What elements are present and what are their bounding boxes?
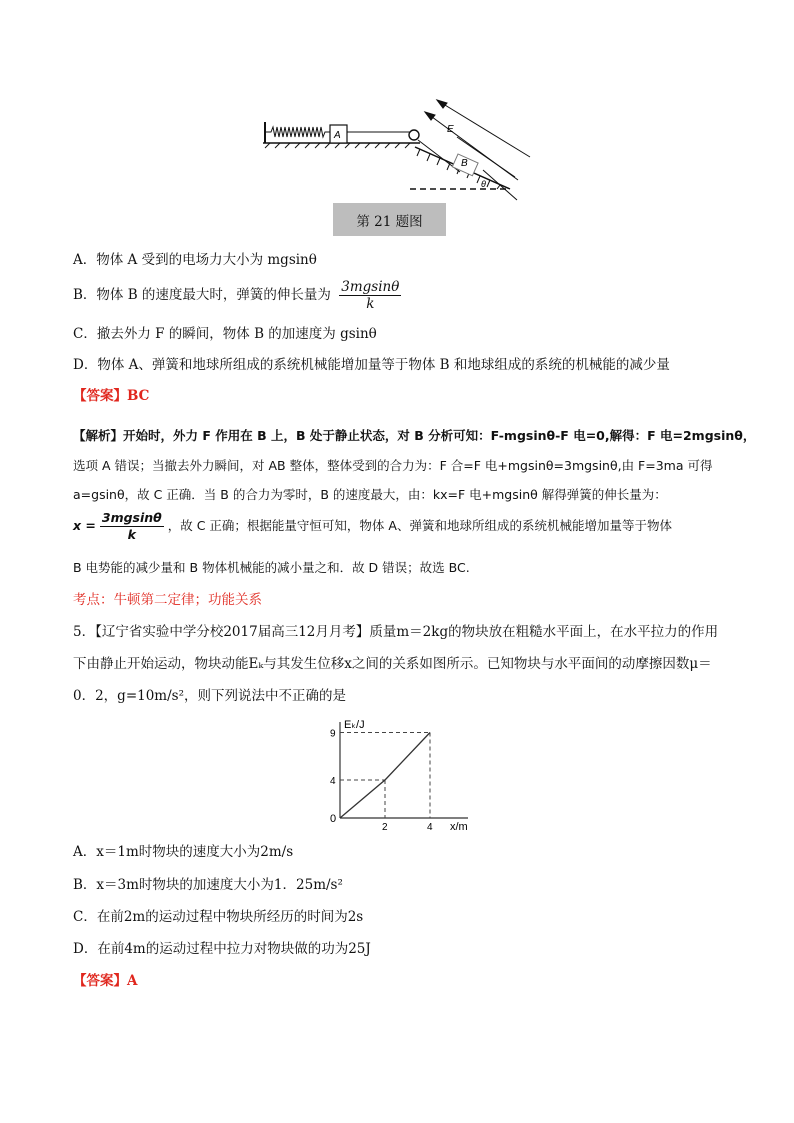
block-a-label: A [334, 130, 341, 141]
analysis-x-prefix: x = [73, 518, 96, 533]
q5-option-c: C．在前2m的运动过程中物块所经历的时间为2s [73, 909, 364, 925]
q4-option-b-fraction [339, 279, 401, 312]
electric-field-lines [425, 100, 530, 200]
q4-option-a: A．物体 A 受到的电场力大小为 mgsinθ [73, 252, 317, 268]
analysis-fraction [100, 510, 164, 543]
q5-answer: 【答案】A [73, 973, 138, 989]
q5-stem-line-3: 0．2，g=10m/s²，则下列说法中不正确的是 [73, 688, 346, 704]
x-axis-label: x/m [450, 821, 468, 833]
figure-caption: 第 21 题图 [333, 203, 446, 236]
analysis-line-2: 选项 A 错误；当撤去外力瞬间，对 AB 整体，整体受到的合力为：F 合=F 电+mgsinθ=3mgsinθ,由 F=3ma 可得 [73, 458, 713, 473]
q5-option-d: D．在前4m的运动过程中拉力对物块做的功为25J [73, 941, 371, 957]
analysis-line-3: a=gsinθ，故 C 正确．当 B 的合力为零时，B 的速度最大，由：kx=F 电+mgsinθ 解得弹簧的伸长量为： [73, 487, 667, 502]
q4-option-b [73, 279, 401, 312]
origin-label: 0 [330, 813, 337, 825]
x-tick-label-4: 4 [427, 822, 433, 833]
q5-option-a: A．x＝1m时物块的速度大小为2m/s [73, 844, 294, 860]
q5-option-b: B．x＝3m时物块的加速度大小为1．25m/s² [73, 877, 343, 893]
q4-answer: 【答案】BC [73, 388, 150, 404]
q5-stem-line-2: 下由静止开始运动，物块动能Eₖ与其发生位移x之间的关系如图所示。已知物块与水平面间的动摩擦因数μ＝ [73, 656, 712, 672]
q4-option-d: D．物体 A、弹簧和地球所组成的系统机械能增加量等于物体 B 和地球组成的系统的机械能的减少量 [73, 357, 670, 373]
pulley [409, 130, 419, 140]
fraction-denominator: k [366, 296, 375, 312]
angle-theta-label: θ [481, 179, 486, 189]
fraction-numerator: 3mgsinθ [341, 279, 400, 295]
q4-option-c: C．撤去外力 F 的瞬间，物体 B 的加速度为 gsinθ [73, 326, 377, 342]
q5-stem-line-1: 5．【辽宁省实验中学分校2017届高三12月月考】质量m＝2kg的物块放在粗糙水平面上，在水平拉力的作用 [73, 624, 719, 640]
x-tick-label-2: 2 [382, 822, 388, 833]
series-segment-1 [385, 733, 430, 781]
q4-option-b-text: B．物体 B 的速度最大时，弹簧的伸长量为 [73, 287, 331, 303]
ek-x-chart [318, 712, 488, 840]
field-label-e: E [447, 124, 454, 135]
q4-figure [255, 92, 545, 204]
block-b-label: B [461, 158, 468, 169]
series-segment-0 [340, 780, 385, 818]
spring [265, 127, 330, 137]
y-tick-label-9: 9 [330, 728, 336, 740]
analysis-line-4-text: ，故 C 正确；根据能量守恒可知，物体 A、弹簧和地球所组成的系统机械能增加量等于物体 [167, 518, 672, 533]
analysis-line-1: 【解析】开始时，外力 F 作用在 B 上，B 处于静止状态，对 B 分析可知：F-mgsinθ-F 电=0,解得：F 电=2mgsinθ， [73, 428, 756, 443]
y-axis-label: Eₖ/J [344, 719, 365, 731]
analysis-line-5: B 电势能的减少量和 B 物体机械能的减小量之和．故 D 错误；故选 BC. [73, 560, 470, 575]
kaodian: 考点：牛顿第二定律；功能关系 [73, 592, 262, 608]
y-tick-label-4: 4 [330, 776, 336, 787]
analysis-line-4 [73, 510, 672, 543]
analysis-fraction-denominator: k [127, 527, 136, 542]
analysis-fraction-numerator: 3mgsinθ [101, 510, 162, 525]
